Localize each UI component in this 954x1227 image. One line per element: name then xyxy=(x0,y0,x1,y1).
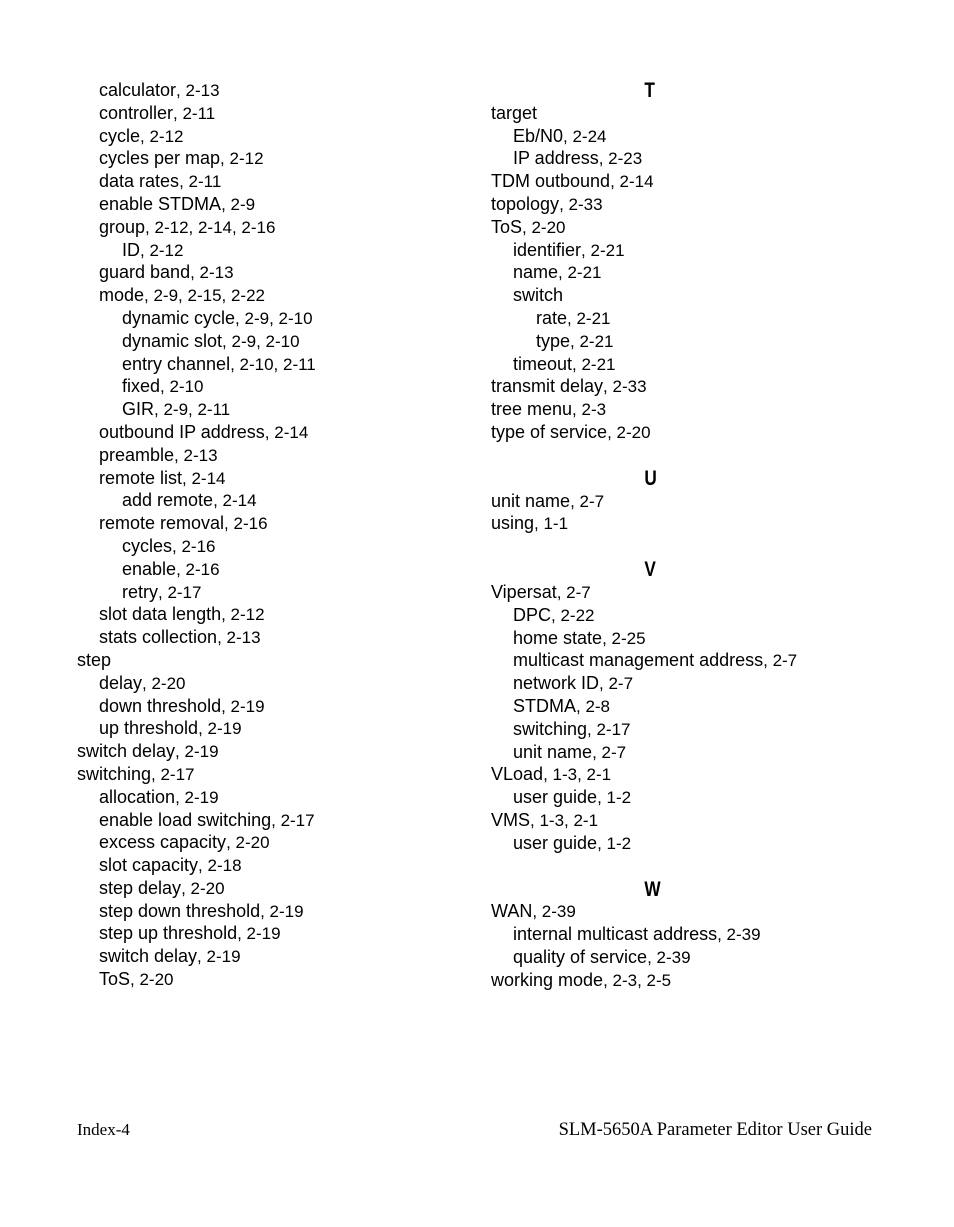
index-entry xyxy=(77,421,467,444)
index-term: delay xyxy=(99,672,143,693)
index-term: IP address xyxy=(513,148,599,169)
index-entry xyxy=(77,102,467,125)
index-term: group xyxy=(99,216,146,237)
index-page-refs: , 2-23 xyxy=(598,149,643,169)
index-page-refs: , 2-3, 2-5 xyxy=(603,970,672,990)
index-term: slot capacity xyxy=(99,855,199,876)
index-entry xyxy=(77,193,467,216)
index-term: switch delay xyxy=(99,946,198,967)
index-page-refs: , 2-21 xyxy=(570,331,614,351)
index-entry xyxy=(77,444,467,467)
index-term: enable xyxy=(122,558,177,579)
section-spacer xyxy=(491,535,881,558)
index-term: type of service xyxy=(491,421,608,442)
index-term: internal multicast address xyxy=(513,924,718,945)
index-page-refs: , 1-3, 2-1 xyxy=(543,765,612,785)
index-entry xyxy=(77,786,467,809)
index-page-refs: , 2-21 xyxy=(572,354,616,374)
index-page-refs: , 2-20 xyxy=(181,878,225,898)
index-page-refs: , 2-20 xyxy=(607,422,651,442)
index-term: mode xyxy=(99,285,145,306)
index-term: switching xyxy=(513,718,588,739)
index-term: identifier xyxy=(513,239,582,260)
index-term: Vipersat xyxy=(491,581,557,602)
index-page-refs: , 2-11 xyxy=(173,103,216,123)
index-entry xyxy=(77,763,467,786)
section-spacer xyxy=(491,444,881,467)
index-entry xyxy=(77,922,467,945)
index-page-refs: , 2-39 xyxy=(647,947,691,967)
index-page-refs: , 2-17 xyxy=(271,810,315,830)
index-letter-heading: V xyxy=(644,558,656,582)
index-term: entry channel xyxy=(122,353,231,374)
index-page-refs: , 2-18 xyxy=(198,856,242,876)
index-entry xyxy=(77,581,467,604)
index-page-refs: , 2-3 xyxy=(572,400,607,420)
document-title: SLM-5650A Parameter Editor User Guide xyxy=(558,1120,872,1140)
index-entry xyxy=(77,125,467,148)
index-entry xyxy=(491,353,881,376)
index-entry xyxy=(491,102,881,125)
index-page-refs: , 2-13 xyxy=(190,263,234,283)
index-entry xyxy=(491,398,881,421)
index-page-refs: , 2-14 xyxy=(264,422,309,442)
index-entry xyxy=(491,763,881,786)
index-page-refs: , 2-7 xyxy=(592,742,627,762)
index-entry xyxy=(491,627,881,650)
index-term: ToS xyxy=(491,216,523,237)
index-entry xyxy=(77,558,467,581)
index-term: stats collection xyxy=(99,627,218,648)
index-entry xyxy=(491,900,881,923)
index-entry xyxy=(491,604,881,627)
index-term: cycles per map xyxy=(99,148,221,169)
index-term: guard band xyxy=(99,262,191,283)
index-term: VLoad xyxy=(491,764,544,785)
index-entry xyxy=(491,330,881,353)
index-page-refs: , 2-7 xyxy=(599,674,634,694)
index-page-refs: , 2-12 xyxy=(221,605,265,625)
index-entry xyxy=(77,945,467,968)
index-page-refs: , 2-20 xyxy=(130,970,174,990)
index-page-refs: , 2-33 xyxy=(603,377,647,397)
index-page-refs: , 2-7 xyxy=(570,491,605,511)
index-page-refs: , 2-33 xyxy=(559,194,603,214)
index-entry xyxy=(491,832,881,855)
index-page-refs: , 2-12 xyxy=(220,149,264,169)
index-entry xyxy=(491,125,881,148)
index-entry xyxy=(491,307,881,330)
index-page-refs: , 2-24 xyxy=(563,126,607,146)
index-entry xyxy=(77,330,467,353)
index-page-refs: , 2-25 xyxy=(602,628,646,648)
index-entry xyxy=(491,649,881,672)
index-page-refs: , 2-9, 2-15, 2-22 xyxy=(144,286,265,306)
section-spacer xyxy=(491,855,881,878)
index-column-right xyxy=(491,79,881,991)
index-page-refs: , 2-17 xyxy=(158,582,202,602)
index-entry xyxy=(77,740,467,763)
index-entry xyxy=(77,831,467,854)
index-term: step delay xyxy=(99,877,182,898)
index-term: switching xyxy=(77,763,152,784)
index-entry xyxy=(491,786,881,809)
page-number: Index-4 xyxy=(77,1120,130,1139)
index-page-refs: , 2-19 xyxy=(221,696,265,716)
index-page-refs: , 2-9 xyxy=(221,194,256,214)
index-page-refs: , 2-7 xyxy=(556,582,591,602)
index-page-refs: , 2-17 xyxy=(151,764,195,784)
index-entry xyxy=(491,216,881,239)
index-entry xyxy=(491,581,881,604)
index-term: switch delay xyxy=(77,741,176,762)
index-page-refs: , 2-22 xyxy=(551,605,595,625)
index-term: preamble xyxy=(99,444,175,465)
index-term: TDM outbound xyxy=(491,171,611,192)
index-entry xyxy=(77,968,467,991)
index-term: ID xyxy=(122,239,140,260)
index-page-refs: , 2-16 xyxy=(172,536,216,556)
index-term: using xyxy=(491,513,535,534)
index-term: controller xyxy=(99,102,174,123)
index-page-refs: , 2-8 xyxy=(576,696,611,716)
index-entry xyxy=(491,490,881,513)
index-term: rate xyxy=(536,307,568,328)
index-page-refs: , 2-14 xyxy=(610,172,654,192)
index-term: dynamic cycle xyxy=(122,307,236,328)
index-term: transmit delay xyxy=(491,376,604,397)
index-term: allocation xyxy=(99,786,176,807)
index-term: WAN xyxy=(491,901,533,922)
index-term: outbound IP address xyxy=(99,421,265,442)
index-page-refs: , 2-9, 2-11 xyxy=(154,400,231,420)
index-entry xyxy=(77,809,467,832)
index-term: Eb/N0 xyxy=(513,125,564,146)
index-page-refs: , 2-10 xyxy=(160,377,204,397)
index-term: tree menu xyxy=(491,399,573,420)
index-page-refs: , 2-9, 2-10 xyxy=(235,308,313,328)
index-entry xyxy=(77,147,467,170)
index-page-refs: , 2-13 xyxy=(217,628,261,648)
index-entry xyxy=(77,649,467,672)
index-entry xyxy=(77,854,467,877)
index-term: network ID xyxy=(513,673,600,694)
index-entry xyxy=(77,900,467,923)
index-entry xyxy=(77,672,467,695)
index-entry xyxy=(491,261,881,284)
index-entry xyxy=(77,375,467,398)
index-term: enable load switching xyxy=(99,809,272,830)
index-term: type xyxy=(536,330,571,351)
index-page-refs: , 2-39 xyxy=(532,902,576,922)
index-entry xyxy=(77,216,467,239)
index-term: unit name xyxy=(513,741,593,762)
index-term: VMS xyxy=(491,809,531,830)
index-entry xyxy=(77,626,467,649)
index-entry xyxy=(77,239,467,262)
index-page-refs: , 2-19 xyxy=(198,719,242,739)
index-term: home state xyxy=(513,627,603,648)
index-entry xyxy=(77,353,467,376)
index-page-refs: , 2-10, 2-11 xyxy=(230,354,316,374)
index-page-refs: , 2-13 xyxy=(174,445,218,465)
index-term: down threshold xyxy=(99,695,222,716)
index-term: quality of service xyxy=(513,946,648,967)
index-entry xyxy=(491,695,881,718)
index-page-refs: , 2-16 xyxy=(176,559,220,579)
index-page-refs: , 2-20 xyxy=(226,833,270,853)
index-term: fixed xyxy=(122,376,161,397)
index-term: cycle xyxy=(99,125,141,146)
index-term: excess capacity xyxy=(99,832,227,853)
index-page-refs: , 2-19 xyxy=(197,947,241,967)
index-entry xyxy=(491,946,881,969)
index-entry xyxy=(77,695,467,718)
index-term: user guide xyxy=(513,832,598,853)
index-column-left xyxy=(77,79,467,991)
index-term: step up threshold xyxy=(99,923,238,944)
index-entry xyxy=(491,421,881,444)
index-page-refs: , 1-2 xyxy=(597,833,632,853)
index-entry xyxy=(77,467,467,490)
index-term: step xyxy=(77,649,112,670)
index-term: remote list xyxy=(99,467,183,488)
index-term: add remote xyxy=(122,490,214,511)
index-entry xyxy=(77,512,467,535)
index-page-refs: , 2-12, 2-14, 2-16 xyxy=(145,217,276,237)
index-entry xyxy=(491,741,881,764)
index-term: data rates xyxy=(99,171,180,192)
index-entry xyxy=(77,717,467,740)
index-page-refs: , 2-14 xyxy=(182,468,226,488)
index-term: target xyxy=(491,102,538,123)
index-page-refs: , 2-17 xyxy=(587,719,631,739)
index-term: slot data length xyxy=(99,604,222,625)
index-term: working mode xyxy=(491,969,604,990)
index-entry xyxy=(491,170,881,193)
index-entry xyxy=(77,398,467,421)
index-entry xyxy=(77,535,467,558)
index-entry xyxy=(77,307,467,330)
index-entry xyxy=(77,489,467,512)
index-page-refs: , 2-7 xyxy=(763,651,798,671)
index-page-refs: , 2-12 xyxy=(140,126,184,146)
index-entry xyxy=(491,672,881,695)
index-page-refs: , 1-1 xyxy=(534,514,569,534)
index-entry xyxy=(491,969,881,992)
index-page-refs: , 2-21 xyxy=(567,308,611,328)
index-page-refs: , 2-13 xyxy=(176,81,220,100)
index-entry xyxy=(491,147,881,170)
index-entry xyxy=(491,375,881,398)
index-term: cycles xyxy=(122,535,173,556)
index-term: name xyxy=(513,262,559,283)
index-term: ToS xyxy=(99,969,131,990)
index-entry xyxy=(491,512,881,535)
index-letter-heading: U xyxy=(644,466,657,490)
index-page-refs: , 2-21 xyxy=(581,240,625,260)
index-page-refs: , 2-11 xyxy=(179,172,222,192)
index-term: calculator xyxy=(99,80,177,100)
index-page-refs: , 2-20 xyxy=(522,217,566,237)
index-term: dynamic slot xyxy=(122,330,223,351)
index-letter-heading: T xyxy=(644,79,655,102)
index-term: STDMA xyxy=(513,695,576,716)
index-page-refs: , 1-3, 2-1 xyxy=(530,810,599,830)
index-term: up threshold xyxy=(99,718,199,739)
index-term: remote removal xyxy=(99,513,225,534)
index-page-refs: , 2-19 xyxy=(175,742,219,762)
index-entry xyxy=(77,79,467,102)
index-page-refs: , 2-20 xyxy=(142,673,186,693)
index-entry xyxy=(491,923,881,946)
index-page-refs: , 2-19 xyxy=(175,787,219,807)
index-term: topology xyxy=(491,193,560,214)
index-term: step down threshold xyxy=(99,900,261,921)
index-term: GIR xyxy=(122,399,155,420)
index-page-refs: , 1-2 xyxy=(597,788,632,808)
index-entry xyxy=(491,284,881,307)
index-page-refs: , 2-16 xyxy=(224,514,268,534)
index-page-refs: , 2-21 xyxy=(558,263,602,283)
index-page-refs: , 2-12 xyxy=(140,240,184,260)
index-page-refs: , 2-9, 2-10 xyxy=(222,331,300,351)
index-page-refs: , 2-39 xyxy=(717,925,761,945)
index-page-refs: , 2-19 xyxy=(237,924,281,944)
index-term: retry xyxy=(122,581,158,602)
index-page-refs: , 2-14 xyxy=(213,491,257,511)
index-term: user guide xyxy=(513,787,598,808)
index-term: switch xyxy=(513,285,564,306)
index-term: unit name xyxy=(491,490,571,511)
index-entry xyxy=(491,718,881,741)
index-term: timeout xyxy=(513,353,573,374)
index-entry xyxy=(77,261,467,284)
index-entry xyxy=(77,284,467,307)
index-term: enable STDMA xyxy=(99,193,222,214)
index-term: DPC xyxy=(513,604,552,625)
index-entry xyxy=(491,239,881,262)
index-term: multicast management address xyxy=(513,650,764,671)
index-letter-heading: W xyxy=(644,877,661,901)
index-entry xyxy=(77,603,467,626)
index-entry xyxy=(491,809,881,832)
index-page-refs: , 2-19 xyxy=(260,901,304,921)
index-entry xyxy=(491,193,881,216)
index-entry xyxy=(77,170,467,193)
index-entry xyxy=(77,877,467,900)
